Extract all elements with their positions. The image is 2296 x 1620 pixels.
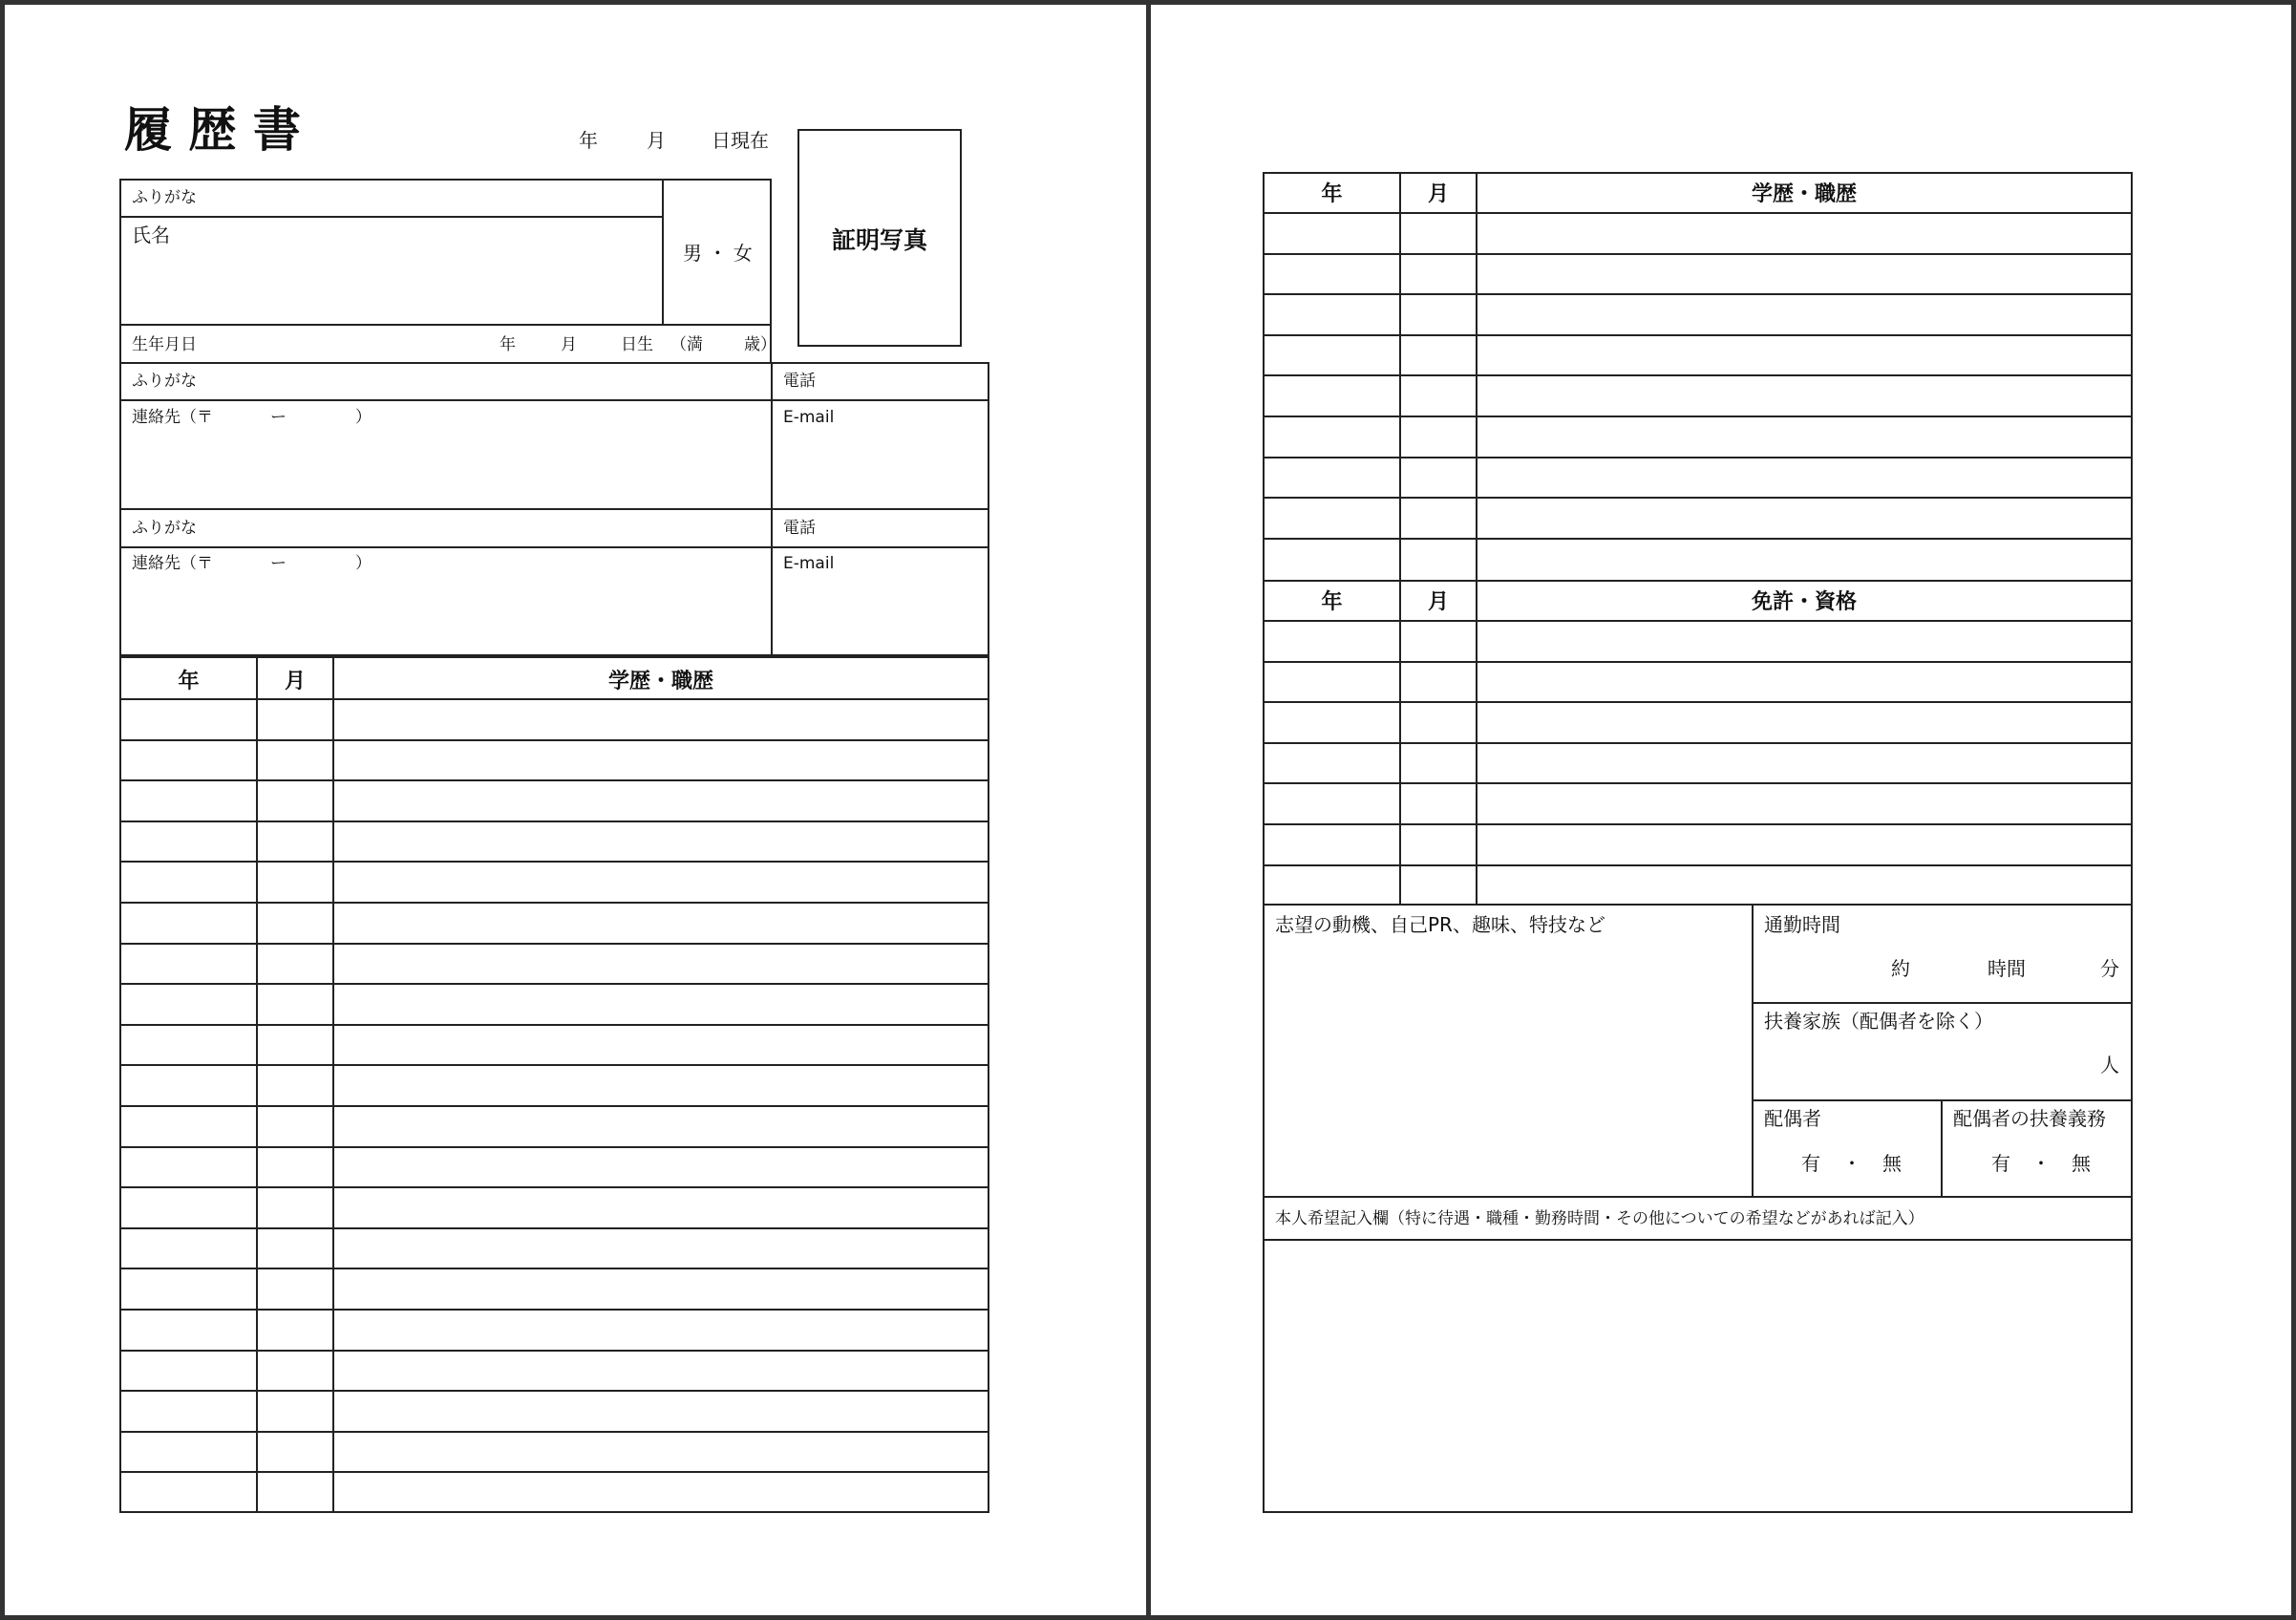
table-row[interactable] bbox=[121, 1066, 988, 1105]
furigana-label: ふりがな bbox=[132, 188, 197, 207]
table-row[interactable] bbox=[1265, 214, 2131, 253]
license-qualification-table bbox=[1263, 580, 2133, 906]
table-row[interactable] bbox=[1265, 499, 2131, 538]
spouse-separator: ・ bbox=[1842, 1152, 1861, 1175]
divider bbox=[1263, 1196, 2133, 1198]
table-row[interactable] bbox=[1265, 255, 2131, 294]
education-work-history-table-continued bbox=[1263, 172, 2133, 582]
spouse-label: 配偶者 bbox=[1764, 1107, 1821, 1130]
table-row[interactable] bbox=[1265, 336, 2131, 375]
spouse-yes-option[interactable]: 有 bbox=[1801, 1152, 1820, 1175]
table-row[interactable] bbox=[121, 741, 988, 780]
birth-month-label: 月 bbox=[561, 335, 577, 354]
table-row[interactable] bbox=[1265, 540, 2131, 579]
date-year-label: 年 bbox=[579, 129, 598, 152]
table-row[interactable] bbox=[1265, 825, 2131, 864]
table-row[interactable] bbox=[121, 863, 988, 902]
divider bbox=[119, 508, 989, 510]
contact2-address-label: 連絡先（〒 bbox=[132, 554, 213, 573]
table-row[interactable] bbox=[121, 1352, 988, 1391]
table-row[interactable] bbox=[121, 1148, 988, 1187]
divider bbox=[1941, 1099, 1943, 1198]
table-row[interactable] bbox=[1265, 866, 2131, 906]
contact2-phone-label: 電話 bbox=[783, 519, 816, 538]
contact1-zip-dash: ー bbox=[270, 408, 287, 427]
table-row[interactable] bbox=[121, 1107, 988, 1146]
table-row[interactable] bbox=[121, 1433, 988, 1472]
table-row[interactable] bbox=[1265, 417, 2131, 457]
resume-title: 履 歴 書 bbox=[124, 102, 301, 158]
header-month: 月 bbox=[1427, 590, 1449, 614]
contact2-furigana-label: ふりがな bbox=[132, 519, 197, 538]
date-current-label: 日現在 bbox=[712, 129, 769, 152]
table-row[interactable] bbox=[1265, 295, 2131, 334]
date-month-label: 月 bbox=[647, 129, 666, 152]
header-year: 年 bbox=[178, 670, 200, 693]
header-month: 月 bbox=[284, 670, 306, 693]
contact1-furigana-label: ふりがな bbox=[132, 372, 197, 391]
commute-approx-label: 約 bbox=[1891, 957, 1910, 980]
age-open-label: （満 bbox=[670, 335, 703, 354]
table-row[interactable] bbox=[121, 1188, 988, 1227]
spouse-support-label: 配偶者の扶養義務 bbox=[1953, 1107, 2106, 1130]
dependents-label: 扶養家族（配偶者を除く） bbox=[1764, 1010, 1993, 1033]
divider bbox=[662, 179, 664, 326]
age-close-label: 歳） bbox=[744, 335, 776, 354]
name-field[interactable] bbox=[121, 218, 662, 324]
table-row[interactable] bbox=[1265, 744, 2131, 783]
header-month: 月 bbox=[1427, 182, 1449, 206]
divider bbox=[119, 399, 989, 401]
table-row[interactable] bbox=[1265, 703, 2131, 742]
commute-label: 通勤時間 bbox=[1764, 913, 1840, 936]
table-row[interactable] bbox=[121, 1269, 988, 1309]
table-row[interactable] bbox=[121, 781, 988, 821]
header-year: 年 bbox=[1321, 182, 1343, 206]
table-row[interactable] bbox=[121, 904, 988, 943]
spouse-support-separator: ・ bbox=[2031, 1152, 2051, 1175]
table-row[interactable] bbox=[121, 985, 988, 1024]
header-year: 年 bbox=[1321, 590, 1343, 614]
divider bbox=[1752, 1002, 2133, 1004]
contact2-zip-dash: ー bbox=[270, 554, 287, 573]
spouse-support-yes-option[interactable]: 有 bbox=[1991, 1152, 2010, 1175]
table-row[interactable] bbox=[121, 945, 988, 984]
motivation-label: 志望の動機、自己PR、趣味、特技など bbox=[1275, 913, 1605, 936]
spouse-no-option[interactable]: 無 bbox=[1882, 1152, 1902, 1175]
contact1-address-close: ） bbox=[355, 408, 372, 427]
table-row[interactable] bbox=[121, 1311, 988, 1350]
education-work-history-table bbox=[119, 656, 989, 1513]
table-row[interactable] bbox=[121, 1392, 988, 1431]
birth-date-label: 生年月日 bbox=[132, 335, 197, 354]
resume-page-right bbox=[1146, 0, 2296, 1620]
contact1-phone-label: 電話 bbox=[783, 372, 816, 391]
divider bbox=[119, 546, 989, 548]
commute-hours-label: 時間 bbox=[1988, 957, 2026, 980]
commute-minutes-label: 分 bbox=[2100, 957, 2119, 980]
motivation-field[interactable] bbox=[1265, 906, 1752, 1196]
table-row[interactable] bbox=[121, 700, 988, 739]
name-label: 氏名 bbox=[132, 224, 170, 246]
requests-label: 本人希望記入欄（特に待遇・職種・勤務時間・その他についての希望などがあれば記入） bbox=[1275, 1209, 1924, 1228]
header-history: 学歴・職歴 bbox=[607, 670, 713, 693]
table-row[interactable] bbox=[121, 822, 988, 862]
photo-box[interactable] bbox=[797, 129, 962, 347]
birth-day-label: 日生 bbox=[621, 335, 653, 354]
table-row[interactable] bbox=[1265, 784, 2131, 823]
table-row[interactable] bbox=[1265, 622, 2131, 661]
table-row[interactable] bbox=[1265, 376, 2131, 416]
photo-label: 証明写真 bbox=[831, 226, 927, 254]
header-license: 免許・資格 bbox=[1751, 590, 1857, 614]
birth-year-label: 年 bbox=[500, 335, 516, 354]
divider bbox=[119, 324, 772, 326]
gender-label[interactable]: 男 ・ 女 bbox=[683, 242, 753, 265]
contact1-address-label: 連絡先（〒 bbox=[132, 408, 213, 427]
header-history: 学歴・職歴 bbox=[1751, 182, 1857, 206]
table-row[interactable] bbox=[1265, 663, 2131, 702]
dependents-unit-label: 人 bbox=[2100, 1054, 2119, 1076]
table-row[interactable] bbox=[1265, 458, 2131, 498]
contact2-email-label: E-mail bbox=[783, 554, 835, 573]
table-row[interactable] bbox=[121, 1473, 988, 1512]
requests-field[interactable] bbox=[1265, 1241, 2131, 1511]
spouse-support-no-option[interactable]: 無 bbox=[2072, 1152, 2091, 1175]
contact2-address-close: ） bbox=[355, 554, 372, 573]
table-row[interactable] bbox=[121, 1229, 988, 1268]
contact1-email-label: E-mail bbox=[783, 408, 835, 427]
table-row[interactable] bbox=[121, 1026, 988, 1065]
divider bbox=[1752, 904, 1754, 1198]
